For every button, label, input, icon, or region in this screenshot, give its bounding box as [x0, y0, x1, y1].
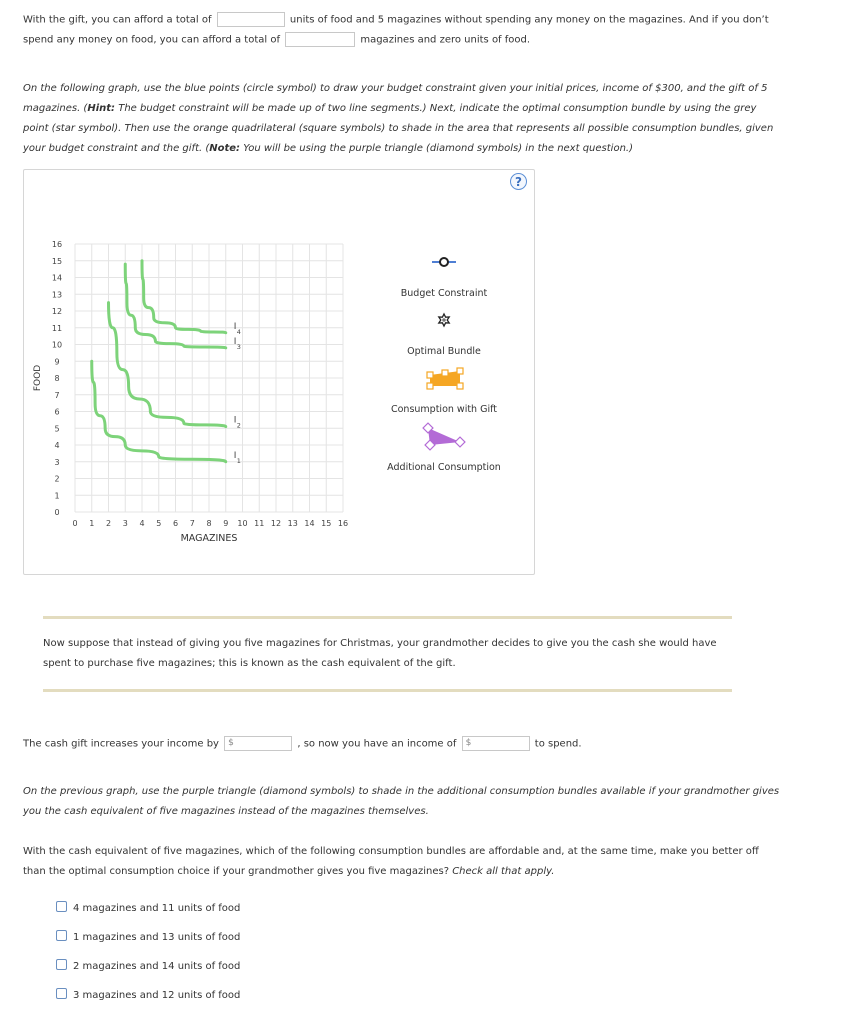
question-line2: than the optimal consumption choice if your grandmother gives you five magazines? Check all that apply. — [23, 866, 555, 877]
option-2[interactable]: 1 magazines and 13 units of food — [56, 930, 240, 943]
intro-text: magazines and zero units of food. — [360, 34, 531, 46]
x-tick-label: 7 — [189, 519, 195, 528]
legend-label-1: Budget Constraint — [400, 288, 488, 299]
option-3[interactable]: 2 magazines and 14 units of food — [56, 959, 240, 972]
y-tick-label: 6 — [54, 407, 60, 417]
instructions-line2: magazines. (Hint: The budget constraint will be made up of two line segments.) Next, indicate the optimal consumption bundle by using the grey — [23, 103, 757, 114]
x-tick-label: 5 — [156, 519, 162, 528]
x-tick-label: 12 — [270, 519, 282, 528]
new-income-input[interactable]: $ — [462, 736, 530, 751]
x-tick-label: 1 — [89, 519, 95, 528]
x-axis-label: MAGAZINES — [180, 533, 238, 544]
y-tick-label: 1 — [54, 491, 60, 501]
y-tick-label: 8 — [54, 374, 60, 383]
indifference-curve-2 — [109, 303, 226, 427]
orange-square-handle — [457, 368, 463, 374]
checkbox[interactable] — [56, 959, 67, 970]
cash-gift-line — [23, 736, 582, 751]
graph-panel — [23, 169, 535, 575]
cash-text: , so now you have an income of — [297, 738, 457, 750]
scenario-line2: spent to purchase five magazines; this is known as the cash equivalent of the gift. — [43, 658, 456, 669]
shade-instructions-line1: On the previous graph, use the purple triangle (diamond symbols) to shade in the additional consumption bundles available if your grandmother gives — [23, 786, 780, 797]
separator-top — [43, 616, 732, 619]
checkbox[interactable] — [56, 930, 67, 941]
scenario-line1: Now suppose that instead of giving you five magazines for Christmas, your grandmother decides to give you the cash she would have — [43, 638, 717, 649]
curve-label-2: I — [233, 415, 237, 426]
curve-label-sub-2: 2 — [236, 421, 241, 430]
x-tick-label: 8 — [206, 519, 212, 528]
curve-label-1: I — [233, 450, 237, 461]
x-tick-label: 11 — [254, 519, 265, 528]
graph-canvas[interactable] — [24, 170, 534, 574]
orange-square-handle — [427, 372, 433, 378]
separator-bottom — [43, 689, 732, 692]
x-tick-label: 14 — [304, 519, 315, 528]
y-tick-label: 5 — [54, 424, 60, 434]
legend-label-3: Consumption with Gift — [390, 404, 498, 415]
y-tick-label: 2 — [54, 474, 60, 484]
help-icon[interactable]: ? — [510, 173, 527, 190]
curve-label-sub-4: 4 — [236, 327, 241, 336]
y-tick-label: 7 — [54, 390, 60, 400]
x-tick-label: 4 — [139, 519, 145, 528]
y-tick-label: 13 — [51, 290, 63, 300]
y-tick-label: 11 — [51, 323, 63, 333]
y-axis-label: FOOD — [33, 364, 43, 392]
checkbox[interactable] — [56, 901, 67, 912]
cash-text: The cash gift increases your income by — [23, 738, 219, 750]
orange-square-handle — [442, 370, 448, 376]
legend-label-2: Optimal Bundle — [407, 346, 481, 357]
cash-gift-input[interactable]: $ — [224, 736, 292, 751]
orange-square-handle — [457, 383, 463, 389]
x-tick-label: 2 — [105, 519, 112, 528]
purple-diamond-handle — [455, 437, 465, 447]
option-4[interactable]: 3 magazines and 12 units of food — [56, 988, 240, 1001]
y-tick-label: 10 — [51, 340, 63, 350]
x-tick-label: 9 — [223, 519, 229, 528]
y-tick-label: 16 — [51, 240, 63, 249]
checkbox[interactable] — [56, 988, 67, 999]
option-1[interactable]: 4 magazines and 11 units of food — [56, 901, 240, 914]
x-tick-label: 0 — [72, 519, 78, 528]
x-tick-label: 16 — [337, 519, 349, 528]
y-tick-label: 3 — [54, 457, 60, 467]
gift-sentence-line2 — [23, 32, 530, 47]
x-tick-label: 13 — [287, 519, 298, 528]
star-center — [442, 318, 446, 322]
indifference-curve-4 — [142, 261, 226, 333]
y-tick-label: 4 — [54, 441, 60, 450]
x-tick-label: 6 — [172, 519, 179, 528]
curve-label-4: I — [233, 321, 237, 332]
instructions-line4: your budget constraint and the gift. (Note: You will be using the purple triangle (diamond symbols) in the next question.) — [23, 143, 633, 154]
intro-text: With the gift, you can afford a total of — [23, 14, 212, 26]
orange-square-handle — [427, 383, 433, 389]
legend-label-4: Additional Consumption — [387, 462, 501, 473]
magazines-total-input[interactable] — [285, 32, 355, 47]
curve-label-sub-3: 3 — [236, 342, 241, 351]
intro-text: spend any money on food, you can afford a total of — [23, 34, 280, 46]
y-tick-label: 0 — [54, 508, 60, 517]
question-line1: With the cash equivalent of five magazines, which of the following consumption bundles are affordable and, at the same time, make you better off — [23, 846, 759, 857]
y-tick-label: 15 — [51, 256, 63, 266]
food-units-input[interactable] — [217, 12, 285, 27]
x-tick-label: 10 — [237, 519, 248, 528]
x-tick-label: 3 — [122, 519, 128, 528]
curve-label-sub-1: 1 — [236, 456, 241, 465]
shade-instructions-line2: you the cash equivalent of five magazines instead of the magazines themselves. — [23, 806, 429, 817]
instructions-line3: point (star symbol). Then use the orange quadrilateral (square symbols) to shade in the area that represents all possible consumption bundles, given — [23, 123, 774, 134]
x-tick-label: 15 — [321, 519, 332, 528]
y-tick-label: 12 — [51, 307, 63, 316]
y-tick-label: 14 — [51, 273, 63, 283]
curve-label-3: I — [233, 336, 237, 347]
cash-text: to spend. — [534, 738, 582, 750]
intro-text: units of food and 5 magazines without spending any money on the magazines. And if you don’t — [289, 14, 769, 26]
instructions-line1: On the following graph, use the blue points (circle symbol) to draw your budget constraint given your initial prices, income of $300, and the gift of 5 — [23, 83, 768, 94]
blue-circle-icon — [440, 258, 448, 266]
y-tick-label: 9 — [54, 357, 60, 367]
gift-sentence-line1 — [23, 12, 769, 27]
